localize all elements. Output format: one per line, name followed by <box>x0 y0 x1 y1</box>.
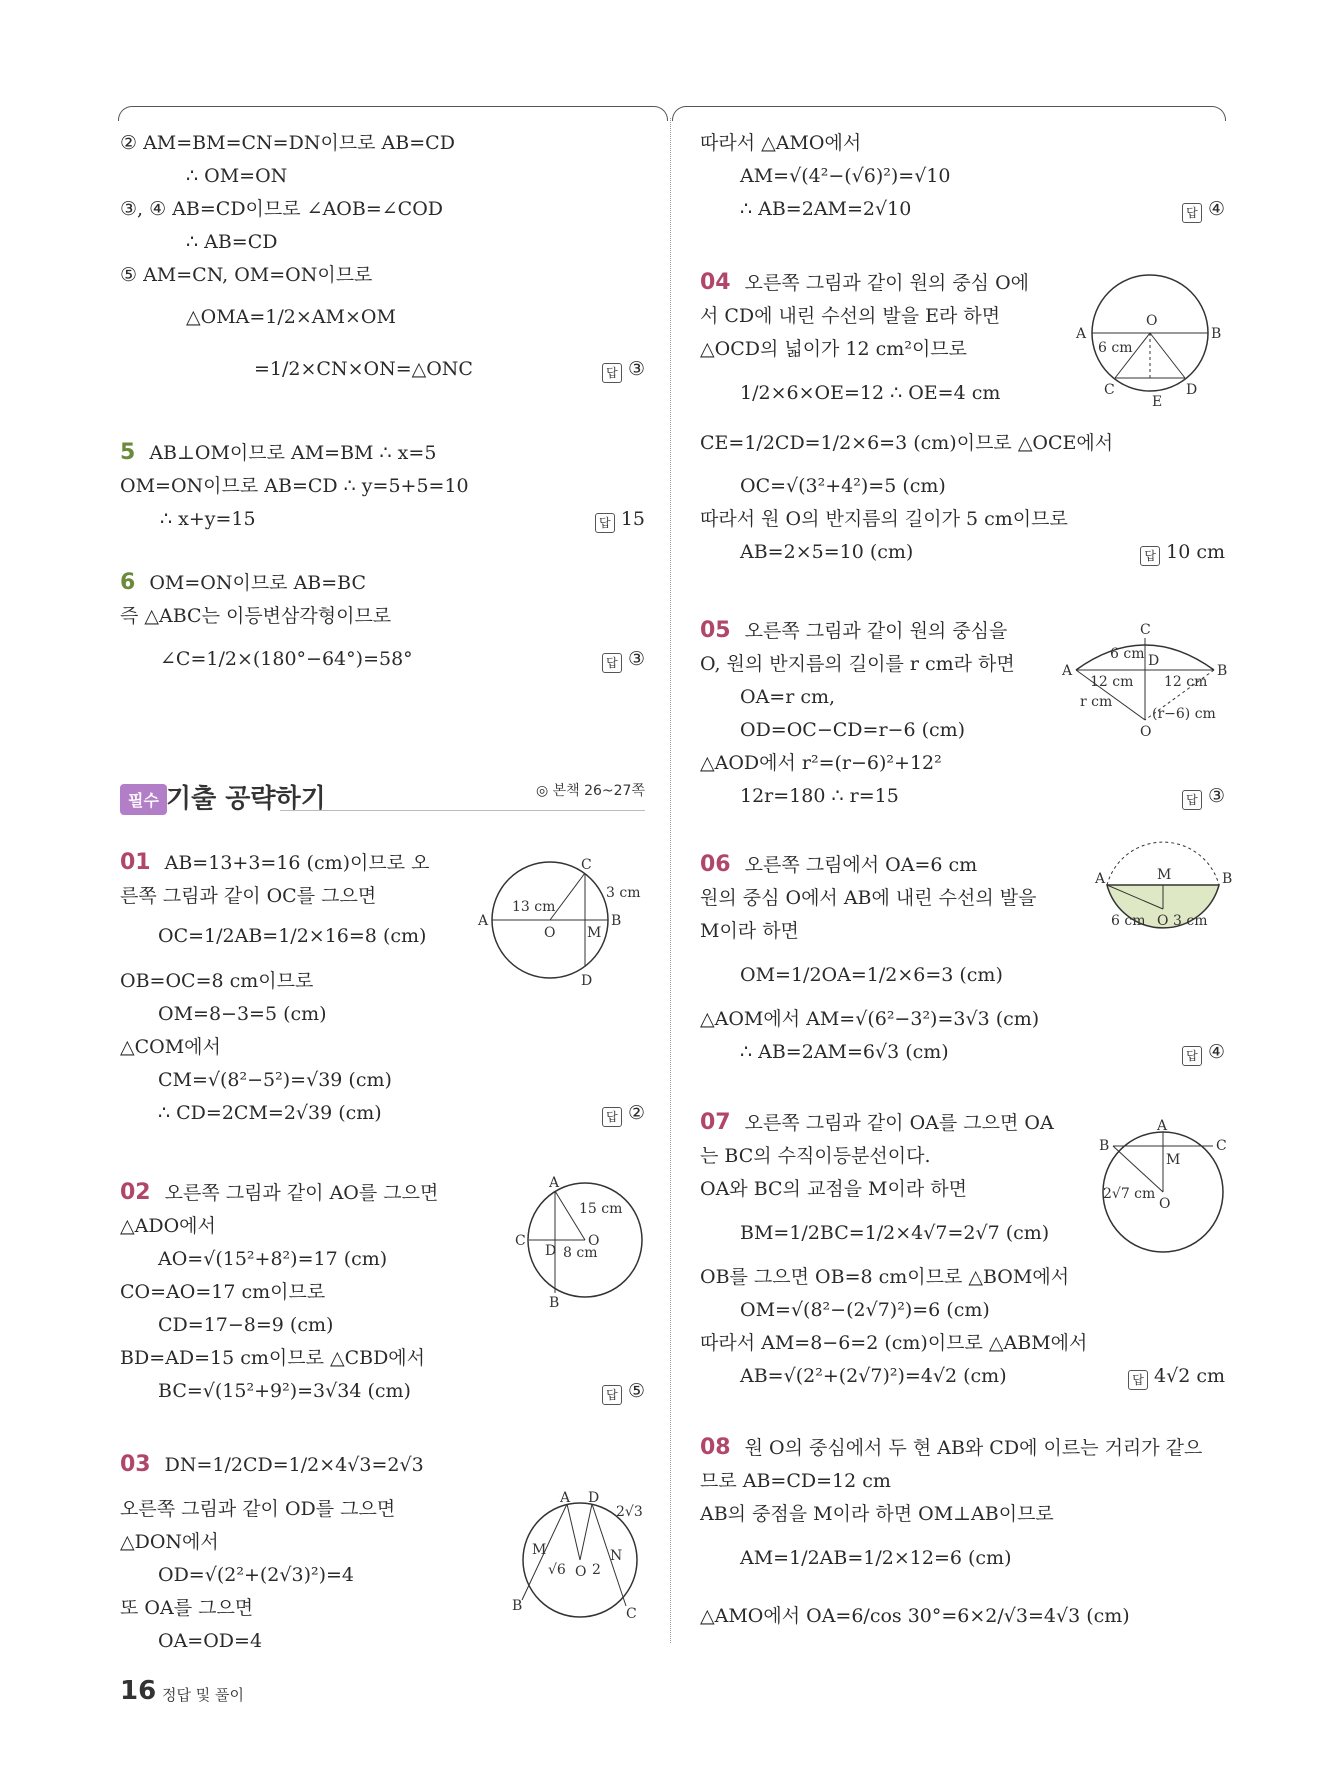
solution-line: ③, ④ AB=CD이므로 ∠AOB=∠COD <box>120 198 444 220</box>
label-m: M <box>587 925 602 941</box>
answer-badge: 답 <box>1140 546 1160 566</box>
length-label: √6 <box>548 1562 566 1578</box>
answer-badge: 답 <box>602 1385 622 1405</box>
solution-line: OD=√(2²+(2√3)²)=4 <box>158 1564 355 1586</box>
solution-line: 1/2×6×OE=12 ∴ OE=4 cm <box>740 382 1001 404</box>
length-label: 6 cm <box>1111 913 1146 929</box>
answer-value: 10 cm <box>1166 541 1225 563</box>
label-m: M <box>1166 1152 1181 1168</box>
answer-badge: 답 <box>1182 1046 1202 1066</box>
label-a: A <box>549 1175 560 1191</box>
solution-line: AM=√(4²−(√6)²)=√10 <box>740 165 951 187</box>
label-o: O <box>1146 313 1158 329</box>
right-column-frame <box>672 106 1226 121</box>
section-title: 기출 공략하기 <box>166 784 326 814</box>
solution-line: △AMO에서 OA=6/cos 30°=6×2/√3=4√3 (cm) <box>700 1605 1130 1627</box>
answer-mark <box>1140 539 1225 566</box>
label-d: D <box>581 973 593 989</box>
solution-line: ∠C=1/2×(180°−64°)=58° <box>160 648 413 670</box>
length-label: 15 cm <box>579 1201 623 1217</box>
length-label: 12 cm <box>1164 674 1208 690</box>
solution-line: O, 원의 반지름의 길이를 r cm라 하면 <box>700 653 1015 675</box>
answer-mark <box>602 646 645 673</box>
solution-line: 따라서 원 O의 반지름의 길이가 5 cm이므로 <box>700 508 1068 530</box>
label-a: A <box>1062 663 1073 679</box>
problem-line <box>700 618 1007 644</box>
section-reference <box>536 780 645 800</box>
problem-line <box>120 1452 424 1478</box>
solution-line: 즉 △ABC는 이등변삼각형이므로 <box>120 605 392 627</box>
solution-line: △AOM에서 AM=√(6²−3²)=3√3 (cm) <box>700 1008 1040 1030</box>
answer-mark <box>602 1378 645 1405</box>
figure-06 <box>1095 865 1233 975</box>
solution-line: CO=AO=17 cm이므로 <box>120 1281 326 1303</box>
solution-text: 오른쪽 그림과 같이 원의 중심을 <box>744 620 1008 642</box>
figure-04 <box>1070 268 1230 418</box>
solution-line: AB=√(2²+(2√7)²)=4√2 (cm) <box>740 1365 1007 1387</box>
answer-mark <box>1182 783 1225 810</box>
figure-03 <box>512 1490 652 1620</box>
answer-value: 4√2 cm <box>1154 1365 1225 1387</box>
label-m: M <box>532 1542 547 1558</box>
answer-value: ④ <box>1207 198 1225 220</box>
answer-badge: 답 <box>602 363 622 383</box>
length-label: 6 cm <box>1098 340 1133 356</box>
solution-line: ⑤ AM=CN, OM=ON이므로 <box>120 264 373 286</box>
solution-line: =1/2×CN×ON=△ONC <box>254 358 473 380</box>
problem-line <box>700 1110 1054 1136</box>
solution-line: ∴ AB=2AM=2√10 <box>740 198 912 220</box>
solution-line: OA와 BC의 교점을 M이라 하면 <box>700 1178 967 1200</box>
problem-number: 03 <box>120 1452 151 1477</box>
solution-line: BD=AD=15 cm이므로 △CBD에서 <box>120 1347 426 1369</box>
answer-value: ③ <box>627 358 645 380</box>
solution-line: OC=√(3²+4²)=5 (cm) <box>740 475 946 497</box>
answer-value: ④ <box>1207 1041 1225 1063</box>
label-b: B <box>1211 326 1222 342</box>
answer-mark <box>602 356 645 383</box>
problem-number: 04 <box>700 270 731 295</box>
solution-text: AB=13+3=16 (cm)이므로 오 <box>164 852 430 874</box>
answer-value: ③ <box>1207 785 1225 807</box>
segment-oa <box>567 1504 580 1560</box>
length-label: r cm <box>1080 694 1113 710</box>
answer-mark <box>602 1100 645 1127</box>
section-ref-text: 본책 26~27쪽 <box>552 783 645 799</box>
problem-line <box>120 440 436 466</box>
segment-od <box>580 1504 592 1560</box>
solution-line: OD=OC−CD=r−6 (cm) <box>740 719 966 741</box>
length-label: 3 cm <box>1173 913 1208 929</box>
solution-line: OA=OD=4 <box>158 1630 263 1652</box>
label-o: O <box>1159 1196 1171 1212</box>
footer-label: 정답 및 풀이 <box>162 1686 244 1704</box>
solution-text: 오른쪽 그림에서 OA=6 cm <box>744 854 978 876</box>
answer-value: ③ <box>627 648 645 670</box>
solution-line: ∴ CD=2CM=2√39 (cm) <box>158 1102 382 1124</box>
problem-line <box>700 1435 1202 1461</box>
length-label: 2√3 <box>616 1504 643 1520</box>
solution-text: OM=ON이므로 AB=BC <box>149 572 367 594</box>
length-label: 3 cm <box>606 885 641 901</box>
solution-text: DN=1/2CD=1/2×4√3=2√3 <box>164 1454 424 1476</box>
solution-line: ② AM=BM=CN=DN이므로 AB=CD <box>120 132 455 154</box>
answer-badge: 답 <box>1182 790 1202 810</box>
solution-text: 오른쪽 그림과 같이 AO를 그으면 <box>164 1182 439 1204</box>
answer-badge: 답 <box>602 653 622 673</box>
label-c: C <box>1140 622 1151 638</box>
solution-line: BM=1/2BC=1/2×4√7=2√7 (cm) <box>740 1222 1050 1244</box>
solution-line: ∴ OM=ON <box>186 165 288 187</box>
length-label: 13 cm <box>512 899 556 915</box>
solution-line: 오른쪽 그림과 같이 OD를 그으면 <box>120 1498 396 1520</box>
label-b: B <box>1222 871 1233 887</box>
problem-number: 05 <box>700 618 731 643</box>
solution-line: 따라서 △AMO에서 <box>700 132 862 154</box>
problem-number: 07 <box>700 1110 731 1135</box>
solution-line: 는 BC의 수직이등분선이다. <box>700 1145 931 1167</box>
answer-value: 15 <box>620 508 645 530</box>
label-o: O <box>575 1564 587 1580</box>
solution-text: 원 O의 중심에서 두 현 AB와 CD에 이르는 거리가 같으 <box>744 1437 1203 1459</box>
label-b: B <box>549 1295 560 1311</box>
answer-badge: 답 <box>595 513 615 533</box>
problem-number: 06 <box>700 852 731 877</box>
solution-line: CD=17−8=9 (cm) <box>158 1314 334 1336</box>
problem-number: 02 <box>120 1180 151 1205</box>
solution-text: 오른쪽 그림과 같이 원의 중심 O에 <box>744 272 1030 294</box>
solution-line: △OMA=1/2×AM×OM <box>186 306 396 328</box>
length-label: 2√7 cm <box>1103 1186 1156 1202</box>
solution-line: ∴ AB=CD <box>186 231 278 253</box>
solution-line: CE=1/2CD=1/2×6=3 (cm)이므로 △OCE에서 <box>700 432 1114 454</box>
label-b: B <box>1217 663 1228 679</box>
solution-line: M이라 하면 <box>700 920 799 942</box>
label-b: B <box>611 913 622 929</box>
section-pill: 필수 <box>120 784 167 815</box>
solution-line: AM=1/2AB=1/2×12=6 (cm) <box>740 1547 1012 1569</box>
solution-line: ∴ AB=2AM=6√3 (cm) <box>740 1041 949 1063</box>
label-d: D <box>1148 653 1160 669</box>
problem-line <box>700 852 977 878</box>
solution-line: OB=OC=8 cm이므로 <box>120 970 314 992</box>
solution-line: 따라서 AM=8−6=2 (cm)이므로 △ABM에서 <box>700 1332 1088 1354</box>
label-b: B <box>1099 1138 1110 1154</box>
solution-line: 른쪽 그림과 같이 OC를 그으면 <box>120 885 377 907</box>
problem-line <box>120 850 430 876</box>
solution-line: OM=8−3=5 (cm) <box>158 1003 327 1025</box>
solution-line: 원의 중심 O에서 AB에 내린 수선의 발을 <box>700 887 1037 909</box>
solution-line: AB=2×5=10 (cm) <box>740 541 914 563</box>
label-d: D <box>1186 382 1198 398</box>
label-o: O <box>1157 913 1169 929</box>
solution-text: AB⊥OM이므로 AM=BM ∴ x=5 <box>149 442 437 464</box>
label-d: D <box>545 1243 557 1259</box>
label-c: C <box>581 857 592 873</box>
label-a: A <box>1076 326 1087 342</box>
solution-line: △AOD에서 r²=(r−6)²+12² <box>700 752 942 774</box>
problem-line <box>120 570 366 596</box>
left-column-frame <box>118 106 668 121</box>
answer-mark <box>1128 1363 1225 1390</box>
answer-value: ② <box>627 1102 645 1124</box>
length-label: 2 <box>592 1562 601 1578</box>
label-o: O <box>544 925 556 941</box>
column-divider <box>670 118 671 1643</box>
solution-line: 서 CD에 내린 수선의 발을 E라 하면 <box>700 305 1001 327</box>
page-number: 16 <box>120 1676 157 1706</box>
solution-line: △DON에서 <box>120 1531 219 1553</box>
label-a: A <box>1157 1118 1168 1134</box>
figure-05 <box>1060 620 1230 740</box>
solution-text: 오른쪽 그림과 같이 OA를 그으면 OA <box>744 1112 1054 1134</box>
label-n: N <box>610 1548 623 1564</box>
label-c: C <box>515 1233 526 1249</box>
radius-od <box>1150 333 1185 378</box>
solution-line: △COM에서 <box>120 1036 221 1058</box>
label-c: C <box>626 1606 637 1622</box>
solution-line: 12r=180 ∴ r=15 <box>740 785 899 807</box>
solution-line: OC=1/2AB=1/2×16=8 (cm) <box>158 925 427 947</box>
solution-line: AO=√(15²+8²)=17 (cm) <box>158 1248 388 1270</box>
section-header <box>120 780 645 820</box>
answer-mark <box>1182 196 1225 223</box>
solution-line: BC=√(15²+9²)=3√34 (cm) <box>158 1380 411 1402</box>
solution-line: AB의 중점을 M이라 하면 OM⊥AB이므로 <box>700 1503 1054 1525</box>
answer-badge: 답 <box>1182 203 1202 223</box>
problem-number: 6 <box>120 570 136 595</box>
solution-line: OM=1/2OA=1/2×6=3 (cm) <box>740 964 1003 986</box>
solution-line: OM=ON이므로 AB=CD ∴ y=5+5=10 <box>120 475 469 497</box>
answer-value: ⑤ <box>627 1380 645 1402</box>
length-label: (r−6) cm <box>1152 706 1216 722</box>
figure-02 <box>505 1175 645 1311</box>
solution-line: △ADO에서 <box>120 1215 216 1237</box>
label-o: O <box>588 1233 600 1249</box>
section-rule <box>280 810 645 811</box>
problem-line <box>120 1180 438 1206</box>
label-a: A <box>560 1490 571 1506</box>
label-e: E <box>1152 394 1163 410</box>
solution-line: △OCD의 넓이가 12 cm²이므로 <box>700 338 968 360</box>
problem-number: 08 <box>700 1435 731 1460</box>
problem-line <box>700 270 1029 296</box>
label-a: A <box>478 913 489 929</box>
label-c: C <box>1104 382 1115 398</box>
label-a: A <box>1095 871 1106 887</box>
label-o: O <box>1140 724 1152 740</box>
figure-07 <box>1095 1120 1230 1255</box>
problem-number: 01 <box>120 850 151 875</box>
solution-line: CM=√(8²−5²)=√39 (cm) <box>158 1069 392 1091</box>
solution-line: 또 OA를 그으면 <box>120 1597 254 1619</box>
label-b: B <box>512 1598 523 1614</box>
label-d: D <box>588 1490 600 1506</box>
solution-line: OB를 그으면 OB=8 cm이므로 △BOM에서 <box>700 1266 1070 1288</box>
length-label: 8 cm <box>563 1245 598 1261</box>
label-c: C <box>1216 1138 1227 1154</box>
answer-mark <box>1182 1039 1225 1066</box>
answer-mark <box>595 506 645 533</box>
answer-badge: 답 <box>602 1107 622 1127</box>
solution-line: OM=√(8²−(2√7)²)=6 (cm) <box>740 1299 990 1321</box>
solution-line: 므로 AB=CD=12 cm <box>700 1470 891 1492</box>
solution-line: OA=r cm, <box>740 686 836 708</box>
problem-number: 5 <box>120 440 136 465</box>
figure-01 <box>470 855 650 995</box>
answer-badge: 답 <box>1128 1370 1148 1390</box>
label-m: M <box>1157 867 1172 883</box>
length-label: 12 cm <box>1090 674 1134 690</box>
bullet-icon: ◎ <box>535 783 553 799</box>
length-label: 6 cm <box>1110 646 1145 662</box>
solution-line: ∴ x+y=15 <box>160 508 256 530</box>
